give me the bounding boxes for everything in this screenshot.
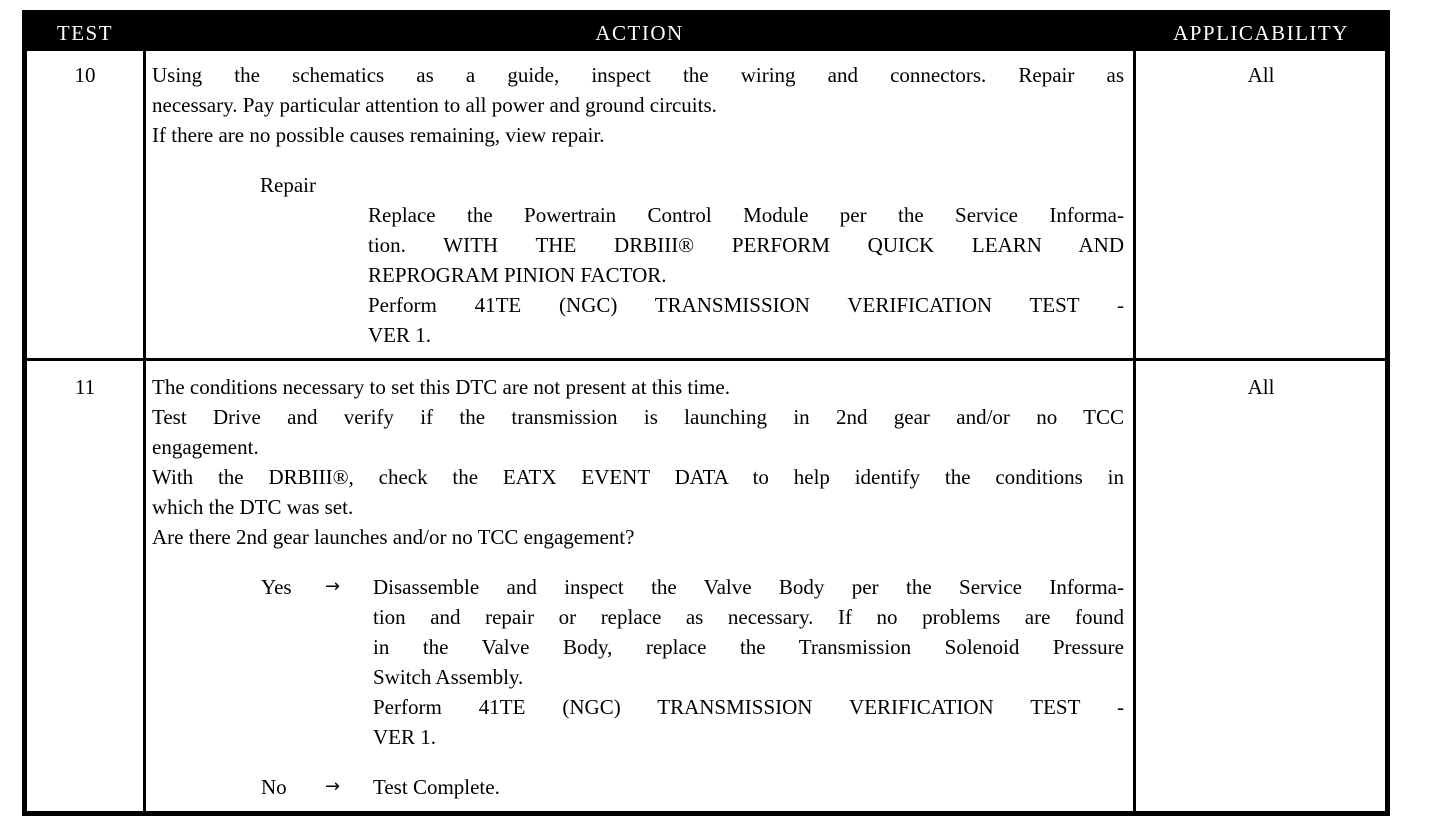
column-divider xyxy=(143,51,146,811)
text-line: Perform 41TE (NGC) TRANSMISSION VERIFICATION TEST - xyxy=(373,695,1124,719)
no-instructions: Test Complete. xyxy=(373,775,500,799)
text-line: With the DRBIII®, check the EATX EVENT DATA to help identify the conditions in xyxy=(152,465,1124,489)
diagnostic-test-table xyxy=(22,10,1390,816)
arrow-icon: → xyxy=(325,776,341,797)
text-line: Disassemble and inspect the Valve Body per the Service Informa- xyxy=(373,575,1124,599)
text-line: If there are no possible causes remaining, view repair. xyxy=(152,123,605,147)
text-line: Perform 41TE (NGC) TRANSMISSION VERIFICATION TEST - xyxy=(368,293,1124,317)
arrow-icon: → xyxy=(325,576,341,597)
text-line: Using the schematics as a guide, inspect the wiring and connectors. Repair as xyxy=(152,63,1124,87)
text-line: REPROGRAM PINION FACTOR. xyxy=(368,263,667,287)
repair-label: Repair xyxy=(260,173,316,197)
test-number: 10 xyxy=(74,63,96,87)
yes-instructions xyxy=(373,572,1124,752)
text-line: tion. WITH THE DRBIII® PERFORM QUICK LEARN AND xyxy=(368,233,1124,257)
applicability-value: All xyxy=(1247,63,1275,87)
applicability-value: All xyxy=(1247,375,1275,399)
text-line: engagement. xyxy=(152,435,259,459)
column-divider xyxy=(1133,51,1136,811)
text-line: necessary. Pay particular attention to all power and ground circuits. xyxy=(152,93,717,117)
text-line: VER 1. xyxy=(368,323,431,347)
text-line: Replace the Powertrain Control Module per the Service Informa- xyxy=(368,203,1124,227)
no-label: No xyxy=(261,775,287,799)
text-line: The conditions necessary to set this DTC are not present at this time. xyxy=(152,375,730,399)
text-line: Are there 2nd gear launches and/or no TCC engagement? xyxy=(152,525,635,549)
repair-instructions xyxy=(368,200,1124,350)
header-test: TEST xyxy=(56,21,114,45)
header-applicability: APPLICABILITY xyxy=(1173,21,1349,45)
text-line: tion and repair or replace as necessary. If no problems are found xyxy=(373,605,1124,629)
yes-label: Yes xyxy=(261,575,292,599)
text-line: VER 1. xyxy=(373,725,436,749)
header-action: ACTION xyxy=(595,21,684,45)
test-number: 11 xyxy=(74,375,96,399)
row-divider xyxy=(27,358,1385,361)
text-line: in the Valve Body, replace the Transmission Solenoid Pressure xyxy=(373,635,1124,659)
text-line: which the DTC was set. xyxy=(152,495,354,519)
text-line: Test Drive and verify if the transmission is launching in 2nd gear and/or no TCC xyxy=(152,405,1124,429)
text-line: Switch Assembly. xyxy=(373,665,524,689)
test-10-instructions xyxy=(152,60,1124,150)
table-header xyxy=(27,15,1385,51)
test-11-instructions xyxy=(152,372,1124,552)
